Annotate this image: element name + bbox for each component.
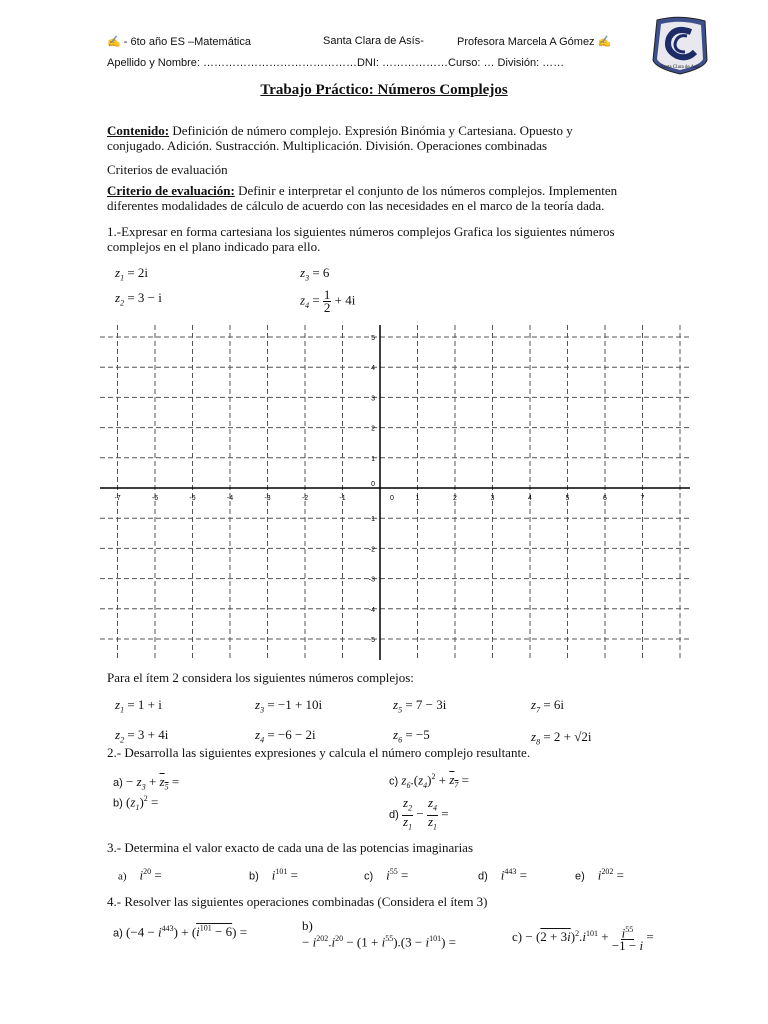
item1-text: 1.-Expresar en forma cartesiana los siguientes números complejos Grafica los siguientes números complejos en el plano indicado para ello. xyxy=(107,224,615,254)
x-tick-label: -5 xyxy=(189,495,196,502)
y-tick-label: 0 xyxy=(371,481,375,488)
item3-text: 3.- Determina el valor exacto de cada una de las potencias imaginarias xyxy=(107,840,474,855)
y-tick-label: 3 xyxy=(371,395,375,403)
item1-z1: $z_1 = 2i$ xyxy=(115,265,149,283)
contenido: Contenido: Definición de número complejo. Expresión Binómia y Cartesiana. Opuesto y conjugado. Adición. Sustracción. Multiplicación. División. Operaciones combinadas xyxy=(107,123,573,153)
school-logo xyxy=(647,16,713,76)
x-tick-label: -3 xyxy=(264,495,271,502)
item4-expr-a: a) $(-4 - i^{443}) + (i^{101} - 6)$ = xyxy=(113,924,248,940)
x-tick-label: -7 xyxy=(114,495,121,502)
item3-e: e) $i^{202}$ = xyxy=(575,867,624,883)
item1-z2: $z_2 = 3 - i$ xyxy=(115,290,162,308)
student-line: Apellido y Nombre: ……………………………………DNI: ………………Curso: … División: …… xyxy=(107,57,565,69)
y-tick-label: -3 xyxy=(368,576,375,584)
item2-intro: Para el ítem 2 considera los siguientes números complejos: xyxy=(107,670,414,685)
pen-icon: ✍ xyxy=(597,36,612,48)
x-tick-label: 3 xyxy=(490,495,495,502)
item3-c: c) $i^{55}$ = xyxy=(364,867,409,883)
criterios-heading: Criterios de evaluación xyxy=(107,162,228,177)
item3-d: d) $i^{443}$ = xyxy=(478,867,527,883)
item2-z2: $z_2 = 3 + 4i$ xyxy=(115,727,169,745)
y-tick-label: 4 xyxy=(371,365,375,373)
axes xyxy=(100,325,690,660)
x-tick-label: 1 xyxy=(415,495,420,502)
y-tick-label: -5 xyxy=(368,637,375,644)
criterio: Criterio de evaluación: Definir e interpretar el conjunto de los números complejos. Implementen diferentes modalidades de cálculo de acuerdo con las necesidades en el marco de la teoría dada. xyxy=(107,183,618,213)
x-tick-label: -1 xyxy=(339,495,346,502)
item1-z3: $z_3 = 6$ xyxy=(300,265,330,283)
item4-expr-c: $c) - (2 + 3i)^2.i^{101}$ + $\frac{i^{55}}{-1 - i}$ = xyxy=(512,925,654,954)
item4-expr-b: − $i^{202}.i^{20} - (1 + i^{55}).(3 - i^{101})$ = xyxy=(302,934,457,950)
gridlines xyxy=(100,325,690,660)
item2-text: 2.- Desarrolla las siguientes expresiones y calcula el número complejo resultante. xyxy=(107,745,531,760)
item4-label-b: b) xyxy=(302,918,313,933)
x-tick-label: 4 xyxy=(528,495,532,502)
item4-text: 4.- Resolver las siguientes operaciones combinadas (Considera el ítem 3) xyxy=(107,894,488,909)
item2-z4: $z_4 = -6 - 2i$ xyxy=(255,727,316,745)
header-school: Santa Clara de Asís- xyxy=(323,35,424,47)
pen-icon: ✍ xyxy=(107,36,121,48)
x-tick-label: -4 xyxy=(226,495,234,502)
item2-z6: $z_6 = -5$ xyxy=(393,727,430,745)
y-tick-label: -4 xyxy=(368,606,375,614)
item2-z3: $z_3 = -1 + 10i$ xyxy=(255,697,323,715)
header-left: ✍ - 6to año ES –Matemática xyxy=(107,36,251,48)
y-tick-label: -1 xyxy=(368,516,375,524)
cartesian-grid[interactable] xyxy=(100,325,690,660)
x-tick-label: -6 xyxy=(151,495,159,502)
x-tick-label: 6 xyxy=(603,495,607,502)
item2-z1: $z_1 = 1 + i$ xyxy=(115,697,162,715)
page-title: Trabajo Práctico: Números Complejos xyxy=(260,82,508,98)
x-tick-label: 5 xyxy=(565,495,570,502)
item3-b: b) $i^{101}$ = xyxy=(249,867,298,883)
svg-text:Santa Clara de Asís: Santa Clara de Asís xyxy=(660,65,700,70)
item2-z8: $z_8 = 2 + √2i$ xyxy=(531,729,592,747)
y-tick-label: -2 xyxy=(368,546,375,554)
item2-expr-c: c) $z_6.(z_4)^2 + z_7$ = xyxy=(389,772,469,790)
item2-expr-b: b) $(z_1)^2$ = xyxy=(113,794,159,812)
item1-z4: $z_4$ = $\frac{1}{2}$ + 4i xyxy=(300,287,356,315)
x-tick-label: -2 xyxy=(301,495,309,502)
y-tick-label: 5 xyxy=(371,335,375,342)
y-tick-label: 1 xyxy=(371,455,375,463)
item2-z5: $z_5 = 7 - 3i$ xyxy=(393,697,447,715)
item2-expr-d: d) $\frac{z_2}{z_1}$ − $\frac{z_4}{z_1}$ = xyxy=(389,795,449,832)
item3-a: a) $i^{20}$ = xyxy=(118,867,162,883)
x-tick-label: 0 xyxy=(390,495,394,502)
y-tick-label: 2 xyxy=(371,425,375,433)
x-tick-label: 7 xyxy=(640,495,645,502)
header-teacher: Profesora Marcela A Gómez ✍ xyxy=(457,36,612,48)
item2-z7: $z_7 = 6i$ xyxy=(531,697,565,715)
item2-expr-a: $a) - z_3 + z_5$ = xyxy=(113,774,180,792)
x-tick-label: 2 xyxy=(453,495,457,502)
